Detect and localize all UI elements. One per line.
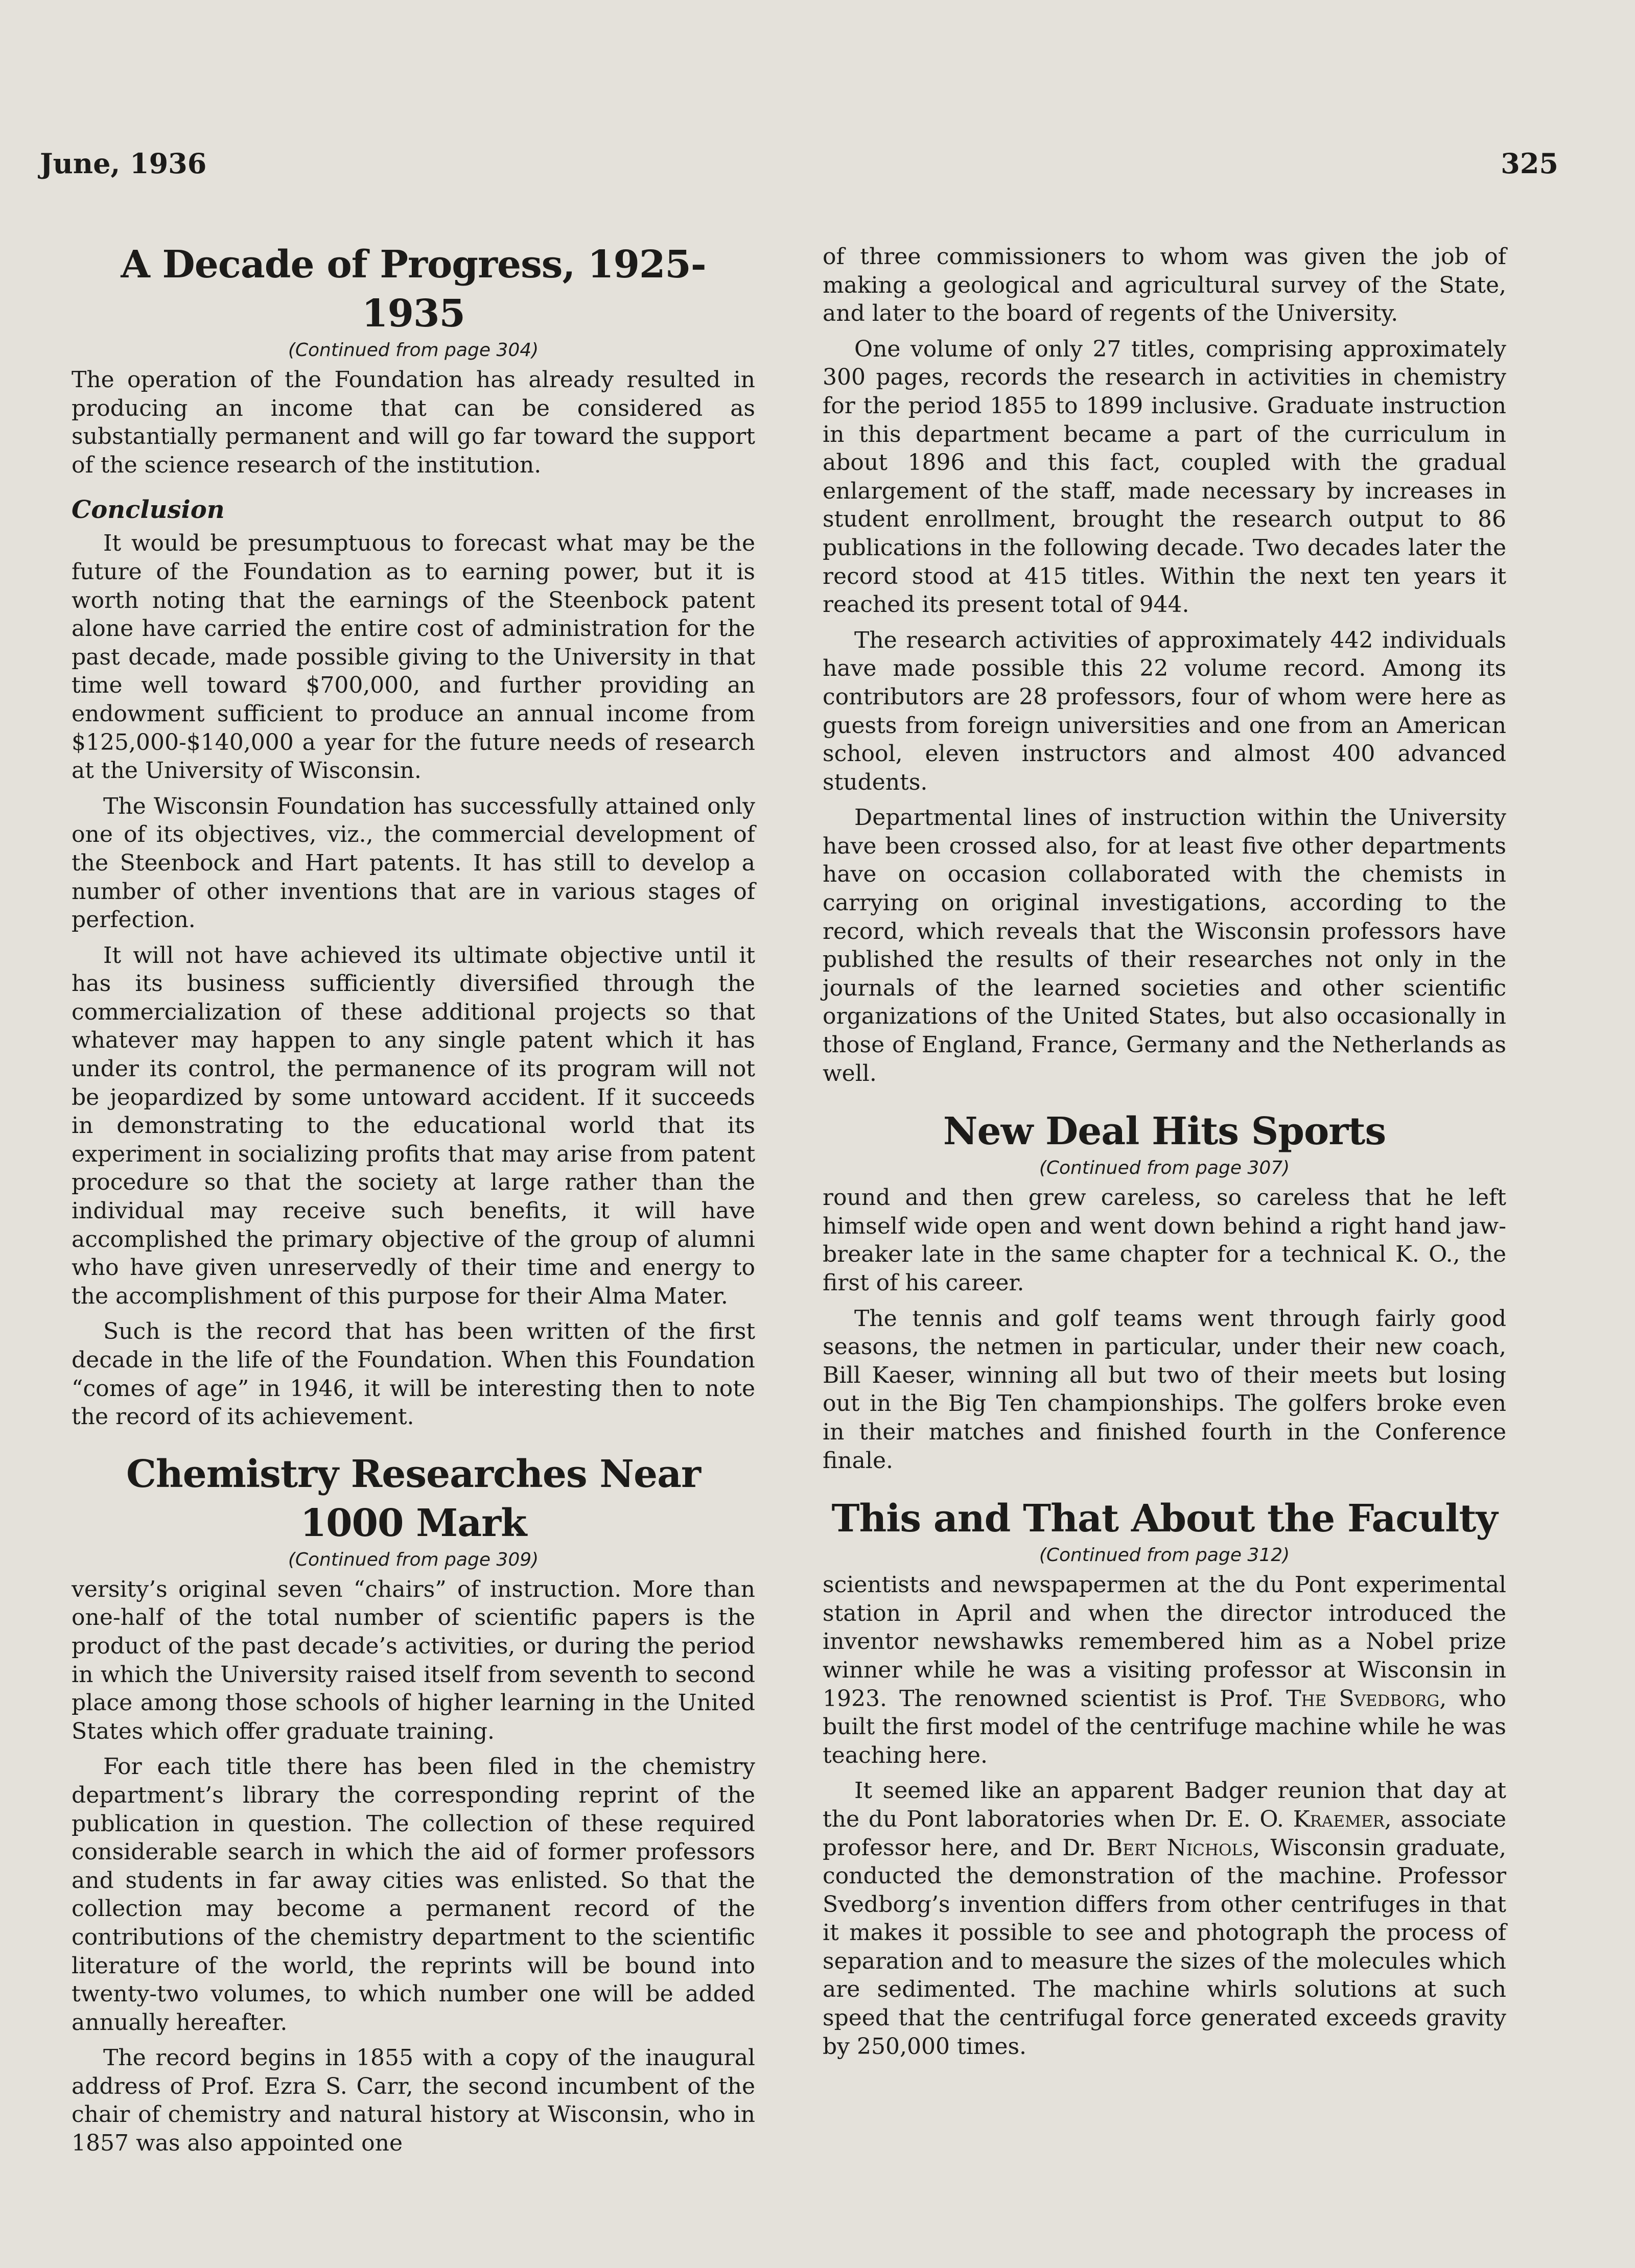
continued-note: (Continued from page 304) — [288, 340, 539, 361]
paragraph: For each title there has been filed in the chemistry department’s library the corresponding reprint of the publication in question. The collection of these required considerable search in which the aid of former professors and students in far away cities was enlisted. So that the collection may become a permanent record of the contributions of the chemistry department to the scientific literature of the world, the reprints will be bound into twenty-two volumes, to which number one will be added annually hereafter. — [72, 1754, 755, 2036]
text-run: , Wisconsin graduate, conducted the demonstration of the machine. Professor Svedborg’s invention differs from other centrifuges in that it makes it possible to see and photograph the process of separation and to measure the sizes of the molecules which are sedimented. The machine whirls solutions at such speed that the centrifugal force generated exceeds gravity by 250,000 times. — [823, 1834, 1506, 2060]
text-run: It seemed like an apparent Badger reunion that day at the du Pont laboratories when Dr. E. O. — [823, 1778, 1506, 1832]
continued-note: (Continued from page 309) — [288, 1549, 539, 1570]
article-title: This and That About the Faculty — [831, 1497, 1498, 1541]
text-run: , associate professor here, and Dr. — [823, 1806, 1506, 1861]
article-chemistry-researches — [72, 1450, 755, 2158]
text-run: , who built the first model of the centrifuge machine while he was teaching here. — [823, 1685, 1506, 1768]
paragraph: Such is the record that has been written of the first decade in the life of the Foundation. When this Foundation “comes of age” in 1946, it will be interesting then to note the record of its achievement. — [72, 1318, 755, 1430]
article-title: A Decade of Progress, 1925-1935 — [121, 243, 706, 336]
paragraph: versity’s original seven “chairs” of instruction. More than one-half of the total number of scientific papers is the product of the past decade’s activities, or during the period in which the University raised itself from seventh to second place among those schools of higher learning in the United States which offer graduate training. — [72, 1576, 755, 1744]
right-column — [823, 243, 1506, 2061]
paragraph: It will not have achieved its ultimate objective until it has its business sufficiently diversified through the commercialization of these additional projects so that whatever may happen to any single patent which it has under its control, the permanence of its program will not be jeopardized by some untoward accident. If it succeeds in demonstrating to the educational world that its experiment in socializing profits that may arise from patent procedure so that the society at large rather than the individual may receive such benefits, it will have accomplished the primary objective of the group of alumni who have given unreservedly of their time and energy to the accomplishment of this purpose for their Alma Mater. — [72, 942, 755, 1309]
person-name: Kraemer — [1293, 1806, 1385, 1832]
paragraph: round and then grew careless, so careless that he left himself wide open and went down behind a right hand jaw-breaker late in the same chapter for a technical K. O., the first of his career. — [823, 1185, 1506, 1296]
paragraph: The Wisconsin Foundation has successfully attained only one of its objectives, viz., the commercial development of the Steenbock and Hart patents. It has still to develop a number of other inventions that are in various stages of perfection. — [72, 793, 755, 933]
paragraph — [823, 1777, 1506, 2061]
page-date: June, 1936 — [40, 147, 207, 180]
article-title: New Deal Hits Sports — [943, 1109, 1386, 1154]
article-decade-of-progress — [72, 240, 755, 1431]
subheading-conclusion: Conclusion — [72, 495, 225, 525]
left-column — [72, 240, 755, 2158]
paragraph: One volume of only 27 titles, comprising approximately 300 pages, records the research in activities in chemistry for the period 1855 to 1899 inclusive. Graduate instruction in this department became a part of the curriculum in about 1896 and this fact, coupled with the gradual enlargement of the staff, made necessary by increases in student enrollment, brought the research output to 86 publications in the following decade. Two decades later the record stood at 415 titles. Within the next ten years it reached its present total of 944. — [823, 336, 1506, 618]
person-name: The Svedborg — [1286, 1685, 1440, 1712]
person-name: Bert Nichols — [1106, 1834, 1253, 1861]
continued-note: (Continued from page 307) — [1039, 1157, 1290, 1179]
paragraph: The record begins in 1855 with a copy of the inaugural address of Prof. Ezra S. Carr, the second incumbent of the chair of chemistry and natural history at Wisconsin, who in 1857 was also appointed one — [72, 2045, 755, 2157]
paragraph: The research activities of approximately 442 individuals have made possible this 22 volume record. Among its contributors are 28 professors, four of whom were here as guests from foreign universities and one from an American school, eleven instructors and almost 400 advanced students. — [823, 627, 1506, 795]
paragraph: The operation of the Foundation has already resulted in producing an income that can be considered as substantially permanent and will go far toward the support of the science research of the institution. — [72, 367, 755, 478]
paragraph: Departmental lines of instruction within the University have been crossed also, for at least five other departments have on occasion collaborated with the chemists in carrying on original investigations, according to the record, which reveals that the Wisconsin professors have published the results of their researches not only in the journals of the learned societies and other scientific organizations of the United States, but also occasionally in those of England, France, Germany and the Netherlands as well. — [823, 805, 1506, 1086]
paragraph: The tennis and golf teams went through fairly good seasons, the netmen in particular, under their new coach, Bill Kaeser, winning all but two of their meets but losing out in the Big Ten championships. The golfers broke even in their matches and finished fourth in the Conference finale. — [823, 1305, 1506, 1474]
article-chemistry-continued — [823, 243, 1506, 1088]
article-this-and-that-faculty — [823, 1494, 1506, 2061]
article-title: Chemistry Researches Near 1000 Mark — [126, 1452, 701, 1545]
page-number: 325 — [1501, 147, 1558, 180]
paragraph: of three commissioners to whom was given the job of making a geological and agricultural survey of the State, and later to the board of regents of the University. — [823, 244, 1506, 327]
paragraph — [823, 1571, 1506, 1769]
text-run: scientists and newspapermen at the du Pont experimental station in April and when the director introduced the inventor newshawks remembered him as a Nobel prize winner while he was a visiting professor at Wisconsin in 1923. The renowned scientist is Prof. — [823, 1572, 1506, 1712]
article-new-deal-hits-sports — [823, 1107, 1506, 1475]
continued-note: (Continued from page 312) — [1039, 1545, 1290, 1566]
paragraph: It would be presumptuous to forecast what may be the future of the Foundation as to earning power, but it is worth noting that the earnings of the Steenbock patent alone have carried the entire cost of administration for the past decade, made possible giving to the University in that time well toward $700,000, and further providing an endowment sufficient to produce an annual income from $125,000-$140,000 a year for the future needs of research at the University of Wisconsin. — [72, 530, 755, 784]
